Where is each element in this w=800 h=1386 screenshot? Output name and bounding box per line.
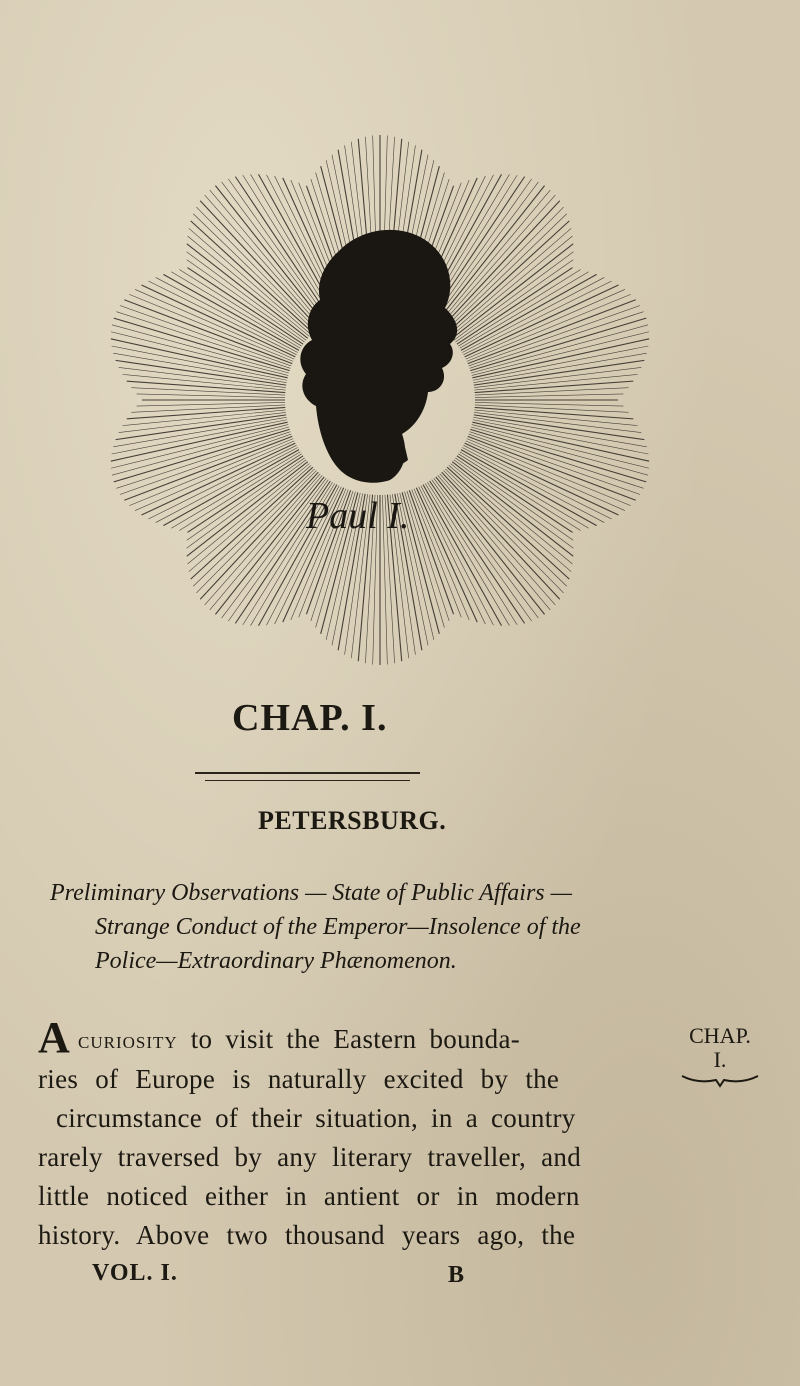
engraved-ray bbox=[474, 412, 641, 432]
engraved-ray bbox=[445, 469, 566, 586]
vignette-caption: Paul I. bbox=[306, 495, 410, 537]
engraved-ray bbox=[116, 360, 287, 385]
engraved-ray bbox=[193, 214, 314, 331]
summary-line-3: Police—Extraordinary Phænomenon. bbox=[95, 948, 457, 974]
engraved-ray bbox=[200, 201, 318, 328]
chapter-heading: CHAP. I. bbox=[232, 697, 388, 739]
engraved-ray bbox=[119, 412, 286, 432]
engraved-ray bbox=[179, 454, 301, 531]
engraved-ray bbox=[460, 272, 589, 349]
engraved-ray bbox=[468, 436, 636, 500]
engraved-ray bbox=[119, 367, 286, 387]
engraved-ray bbox=[129, 294, 293, 361]
engraved-ray bbox=[468, 300, 636, 364]
engraved-ray bbox=[243, 175, 333, 318]
engraved-ray bbox=[137, 394, 285, 398]
body-line-2: ries of Europe is naturally excited by the bbox=[38, 1064, 560, 1094]
engraved-ray bbox=[474, 360, 645, 385]
engraved-ray bbox=[428, 482, 518, 625]
engraved-ray bbox=[430, 481, 525, 623]
body-line-6: history. Above two thousand years ago, the bbox=[38, 1220, 576, 1250]
heading-rule-thin bbox=[205, 780, 410, 781]
engraved-ray bbox=[445, 214, 566, 331]
engraved-ray bbox=[440, 474, 556, 605]
engraved-ray bbox=[205, 195, 321, 326]
margin-brace-icon bbox=[680, 1072, 760, 1088]
engraved-ray bbox=[171, 452, 300, 529]
engraved-ray bbox=[440, 195, 556, 326]
printer-signature-mark: B bbox=[448, 1262, 465, 1288]
engraved-ray bbox=[127, 407, 286, 418]
engraved-ray bbox=[419, 487, 486, 624]
engraved-ray bbox=[200, 472, 318, 599]
engraved-ray bbox=[457, 268, 573, 345]
engraved-ray bbox=[171, 272, 300, 349]
frontispiece-vignette bbox=[90, 130, 670, 690]
summary-line-1: Preliminary Observations — State of Public Affairs — bbox=[50, 880, 572, 906]
engraved-ray bbox=[474, 367, 641, 387]
engraved-ray bbox=[111, 425, 288, 469]
engraved-ray bbox=[124, 300, 292, 364]
engraved-ray bbox=[473, 353, 646, 382]
engraved-ray bbox=[113, 353, 286, 382]
margin-chap-number: I. bbox=[713, 1047, 727, 1072]
engraved-ray bbox=[475, 407, 634, 418]
engraved-ray bbox=[187, 268, 303, 345]
engraved-ray bbox=[475, 381, 634, 392]
heading-rule-thick bbox=[195, 772, 420, 774]
margin-chap-label: CHAP. bbox=[689, 1023, 751, 1048]
engraved-ray bbox=[127, 381, 286, 392]
engraved-ray bbox=[187, 456, 303, 533]
engraved-ray bbox=[458, 454, 580, 531]
engraved-ray bbox=[473, 417, 646, 446]
engraved-ray bbox=[205, 474, 321, 605]
body-line-1-smallcaps: curiosity bbox=[78, 1028, 178, 1054]
engraved-ray bbox=[442, 201, 560, 328]
engraved-ray bbox=[124, 436, 292, 500]
engraved-ray bbox=[179, 269, 301, 346]
engraved-ray bbox=[475, 402, 623, 406]
radiating-portrait-svg bbox=[90, 130, 670, 690]
engraved-ray bbox=[460, 452, 589, 529]
engraved-ray bbox=[458, 269, 580, 346]
engraved-ray bbox=[193, 469, 314, 586]
summary-line-2: Strange Conduct of the Emperor—Insolence of the bbox=[95, 914, 581, 940]
engraved-ray bbox=[137, 402, 285, 406]
engraved-ray bbox=[475, 394, 623, 398]
margin-chapter-note bbox=[682, 1024, 758, 1072]
body-line-4: rarely traversed by any literary traveller, and bbox=[38, 1142, 582, 1172]
chapter-place-title: PETERSBURG. bbox=[258, 806, 447, 835]
engraved-ray bbox=[129, 439, 293, 506]
engraved-ray bbox=[113, 417, 286, 446]
engraved-ray bbox=[409, 490, 453, 614]
engraved-ray bbox=[467, 439, 631, 506]
engraved-ray bbox=[472, 425, 649, 469]
engraved-ray bbox=[467, 294, 631, 361]
engraved-ray bbox=[111, 332, 288, 376]
body-line-5: little noticed either in antient or in modern bbox=[38, 1181, 580, 1211]
engraved-ray bbox=[416, 488, 477, 622]
body-line-1 bbox=[78, 1024, 520, 1055]
volume-signature: VOL. I. bbox=[92, 1260, 178, 1286]
body-line-1-rest: to visit the Eastern bounda- bbox=[177, 1024, 521, 1054]
engraved-ray bbox=[442, 472, 560, 599]
engraved-ray bbox=[116, 415, 287, 440]
engraved-ray bbox=[457, 456, 573, 533]
engraved-ray bbox=[235, 177, 330, 319]
drop-cap: A bbox=[38, 1013, 70, 1062]
body-line-3: circumstance of their situation, in a country bbox=[56, 1103, 576, 1133]
engraved-ray bbox=[472, 332, 649, 376]
engraved-ray bbox=[474, 415, 645, 440]
